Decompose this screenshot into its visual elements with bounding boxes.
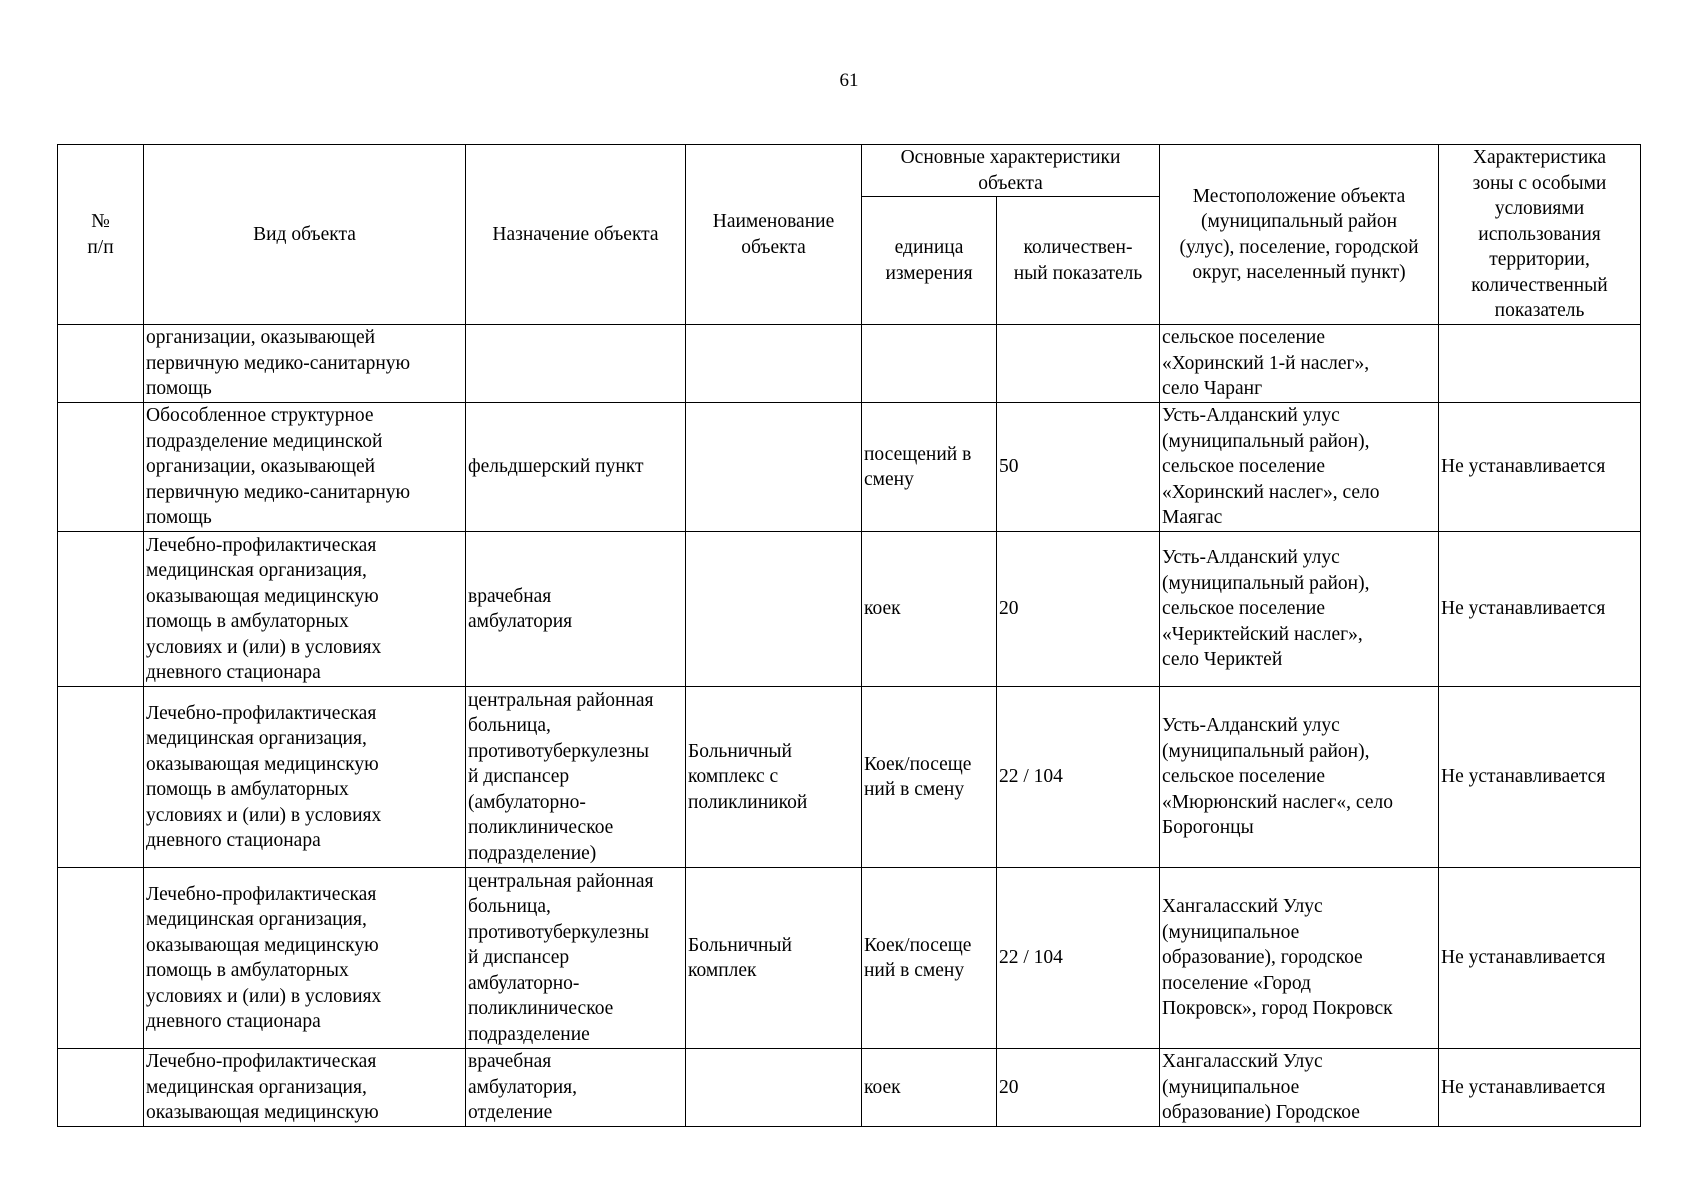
cell-quantity: 20 — [997, 1049, 1160, 1127]
objects-table — [57, 144, 1641, 1127]
cell-num — [58, 687, 144, 868]
cell-unit: Коек/посеще ний в смену — [862, 868, 997, 1049]
cell-num — [58, 403, 144, 532]
cell-purpose: центральная районная больница, противотуберкулезны й диспансер (амбулаторно- поликлиническое подразделение) — [466, 687, 686, 868]
table-row — [58, 868, 1641, 1049]
cell-zone: Не устанавливается — [1439, 868, 1641, 1049]
header-unit: единица измерения — [862, 197, 997, 325]
cell-unit — [862, 325, 997, 403]
header-zone: Характеристика зоны с особыми условиями использования территории, количественный показатель — [1439, 145, 1641, 325]
cell-purpose: врачебная амбулатория, отделение — [466, 1049, 686, 1127]
cell-location: Усть-Алданский улус (муниципальный район), сельское поселение «Чериктейский наслег», село Чериктей — [1160, 532, 1439, 687]
cell-quantity: 20 — [997, 532, 1160, 687]
cell-kind: Лечебно-профилактическая медицинская организация, оказывающая медицинскую — [144, 1049, 466, 1127]
header-num: № п/п — [58, 145, 144, 325]
cell-num — [58, 868, 144, 1049]
cell-location: сельское поселение «Хоринский 1-й наслег», село Чаранг — [1160, 325, 1439, 403]
cell-purpose: фельдшерский пункт — [466, 403, 686, 532]
cell-name — [686, 1049, 862, 1127]
table-row — [58, 325, 1641, 403]
cell-quantity: 50 — [997, 403, 1160, 532]
cell-name — [686, 532, 862, 687]
page-number: 61 — [839, 70, 859, 91]
header-main-characteristics: Основные характеристики объекта — [862, 145, 1160, 197]
header-kind: Вид объекта — [144, 145, 466, 325]
cell-purpose: центральная районная больница, противотуберкулезны й диспансер амбулаторно- поликлиническое подразделение — [466, 868, 686, 1049]
cell-location: Хангаласский Улус (муниципальное образование) Городское — [1160, 1049, 1439, 1127]
table-row — [58, 1049, 1641, 1127]
cell-location: Усть-Алданский улус (муниципальный район), сельское поселение «Мюрюнский наслег«, село Борогонцы — [1160, 687, 1439, 868]
cell-purpose: врачебная амбулатория — [466, 532, 686, 687]
cell-location: Усть-Алданский улус (муниципальный район), сельское поселение «Хоринский наслег», село Маягас — [1160, 403, 1439, 532]
cell-kind: Обособленное структурное подразделение медицинской организации, оказывающей первичную медико-санитарную помощь — [144, 403, 466, 532]
cell-kind: организации, оказывающей первичную медико-санитарную помощь — [144, 325, 466, 403]
cell-num — [58, 325, 144, 403]
cell-unit: коек — [862, 532, 997, 687]
cell-kind: Лечебно-профилактическая медицинская организация, оказывающая медицинскую помощь в амбулаторных условиях и (или) в условиях дневного стационара — [144, 687, 466, 868]
header-quantity: количествен- ный показатель — [997, 197, 1160, 325]
cell-zone: Не устанавливается — [1439, 403, 1641, 532]
cell-unit: посещений в смену — [862, 403, 997, 532]
cell-unit: коек — [862, 1049, 997, 1127]
header-location: Местоположение объекта (муниципальный район (улус), поселение, городской округ, населенный пункт) — [1160, 145, 1439, 325]
cell-zone: Не устанавливается — [1439, 687, 1641, 868]
cell-quantity: 22 / 104 — [997, 868, 1160, 1049]
table-row — [58, 532, 1641, 687]
cell-quantity: 22 / 104 — [997, 687, 1160, 868]
cell-name: Больничный комплекс с поликлиникой — [686, 687, 862, 868]
cell-kind: Лечебно-профилактическая медицинская организация, оказывающая медицинскую помощь в амбулаторных условиях и (или) в условиях дневного стационара — [144, 532, 466, 687]
cell-kind: Лечебно-профилактическая медицинская организация, оказывающая медицинскую помощь в амбулаторных условиях и (или) в условиях дневного стационара — [144, 868, 466, 1049]
cell-num — [58, 1049, 144, 1127]
header-purpose: Назначение объекта — [466, 145, 686, 325]
cell-num — [58, 532, 144, 687]
cell-location: Хангаласский Улус (муниципальное образование), городское поселение «Город Покровск», город Покровск — [1160, 868, 1439, 1049]
table-row — [58, 687, 1641, 868]
cell-quantity — [997, 325, 1160, 403]
cell-zone: Не устанавливается — [1439, 1049, 1641, 1127]
cell-name — [686, 403, 862, 532]
cell-name — [686, 325, 862, 403]
cell-name: Больничный комплек — [686, 868, 862, 1049]
cell-zone — [1439, 325, 1641, 403]
table-row — [58, 403, 1641, 532]
cell-zone: Не устанавливается — [1439, 532, 1641, 687]
header-name: Наименование объекта — [686, 145, 862, 325]
cell-unit: Коек/посеще ний в смену — [862, 687, 997, 868]
cell-purpose — [466, 325, 686, 403]
